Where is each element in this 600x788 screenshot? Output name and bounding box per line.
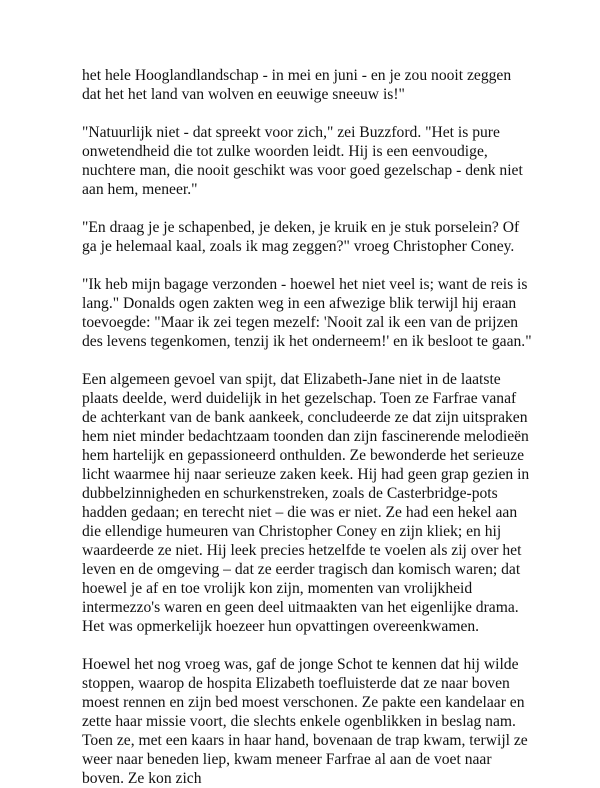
paragraph-4: "Ik heb mijn bagage verzonden - hoewel het niet veel is; want de reis is lang." Donalds ogen zakten weg in een afwezige blik terwijl hij eraan toevoegde: "Maar ik zei tegen mezelf: 'Nooit zal ik een van de prijzen des levens tegenkomen, tenzij ik het onderneem!' en ik besloot te gaan.": [82, 276, 532, 350]
paragraph-2: "Natuurlijk niet - dat spreekt voor zich," zei Buzzford. "Het is pure onwetendheid die tot zulke woorden leidt. Hij is een eenvoudige, nuchtere man, die nooit geschikt was voor goed gezelschap - denk niet aan hem, meneer.": [82, 124, 523, 198]
paragraph-6: Hoewel het nog vroeg was, gaf de jonge Schot te kennen dat hij wilde stoppen, waarop de hospita Elizabeth toefluisterde dat ze naar boven moest rennen en zijn bed moest verschonen. Ze pakte een kandelaar en zette haar missie voort, die slechts enkele ogenblikken in beslag nam. Toen ze, met een kaars in haar hand, bovenaan de trap kwam, terwijl ze weer naar beneden liep, kwam meneer Farfrae al aan de voet naar boven. Ze kon zich: [82, 656, 528, 787]
paragraph-1: het hele Hooglandlandschap - in mei en juni - en je zou nooit zeggen dat het het land van wolven en eeuwige sneeuw is!": [82, 67, 512, 103]
document-page: [82, 66, 532, 788]
paragraph-3: "En draag je je schapenbed, je deken, je kruik en je stuk porselein? Of ga je helemaal kaal, zoals ik mag zeggen?" vroeg Christopher Coney.: [82, 219, 520, 255]
paragraph-5: Een algemeen gevoel van spijt, dat Elizabeth-Jane niet in de laatste plaats deelde, werd duidelijk in het gezelschap. Toen ze Farfrae vanaf de achterkant van de bank aankeek, concludeerde ze dat zijn uitspraken hem niet minder bedachtzaam toonden dan zijn fascinerende melodieën hem hartelijk en gepassioneerd onthulden. Ze bewonderde het serieuze licht waarmee hij naar serieuze zaken keek. Hij had geen grap gezien in dubbelzinnigheden en schurkenstreken, zoals de Casterbridge-pots hadden gedaan; en terecht niet – die was er niet. Ze had een hekel aan die ellendige humeuren van Christopher Coney en zijn kliek; en hij waardeerde ze niet. Hij leek precies hetzelfde te voelen als zij over het leven en de omgeving – dat ze eerder tragisch dan komisch waren; dat hoewel je af en toe vrolijk kon zijn, momenten van vrolijkheid intermezzo's waren en geen deel uitmaakten van het eigenlijke drama. Het was opmerkelijk hoezeer hun opvattingen overeenkwamen.: [82, 371, 530, 635]
